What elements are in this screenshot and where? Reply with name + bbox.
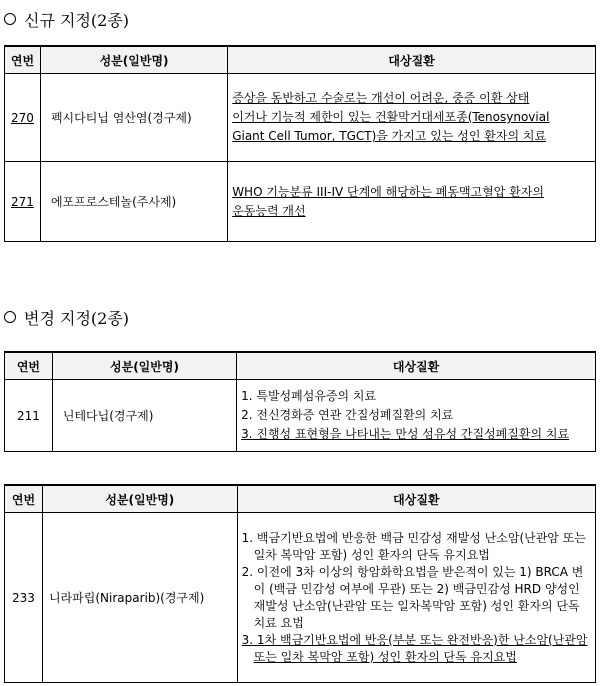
table-header-row [5, 46, 596, 74]
row-ingredient: 니라파립(Niraparib)(경구제) [42, 513, 237, 683]
table-row [5, 162, 596, 242]
header-indication: 대상질환 [237, 352, 596, 380]
row-ingredient: 에포프로스테놀(주사제) [40, 162, 227, 242]
indication-item: 1. 백금기반요법에 반응한 백금 민감성 재발성 난소암(난관암 또는 일차 복막암 포함) 성인 환자의 단독 유지요법 [241, 530, 586, 562]
row-indication [237, 380, 596, 452]
circle-bullet-icon [4, 13, 16, 25]
changed-designation-table-1 [4, 351, 596, 452]
indication-item: 2. 전신경화증 연관 간질성폐질환의 치료 [241, 408, 454, 422]
row-indication: WHO 기능분류 III-IV 단계에 해당하는 폐동맥고혈압 환자의 운동능력 개선 [228, 162, 596, 242]
indication-item: 3. 1차 백금기반요법에 반응(부분 또는 완전반응)한 난소암(난관암 또는 일차 복막암 포함) 성인 환자의 단독 유지요법 [241, 632, 588, 664]
row-ingredient: 닌테다닙(경구제) [52, 380, 236, 452]
row-no: 211 [5, 380, 53, 452]
row-no: 270 [5, 74, 41, 162]
row-no: 271 [5, 162, 41, 242]
row-indication [237, 513, 595, 683]
header-ingredient: 성분(일반명) [40, 46, 227, 74]
header-indication: 대상질환 [228, 46, 596, 74]
section-heading-new: 신규 지정(2종) [4, 8, 129, 31]
indication-item: 3. 진행성 표현형을 나타내는 만성 섬유성 간질성폐질환의 치료 [241, 427, 570, 441]
header-no: 연번 [5, 485, 43, 513]
table-row [5, 74, 596, 162]
header-indication: 대상질환 [237, 485, 595, 513]
row-no: 233 [5, 513, 43, 683]
table-header-row [5, 485, 596, 513]
header-ingredient: 성분(일반명) [42, 485, 237, 513]
section-heading-changed: 변경 지정(2종) [4, 306, 129, 329]
circle-bullet-icon [4, 311, 16, 323]
table-header-row [5, 352, 596, 380]
new-designation-table [4, 45, 596, 242]
header-no: 연번 [5, 352, 53, 380]
row-indication: 증상을 동반하고 수술로는 개선이 어려운, 중증 이환 상태 이거나 기능적 제한이 있는 건활막거대세포종(Tenosynovial Giant Cell Tumor, TGCT)을 가지고 있는 성인 환자의 치료 [228, 74, 596, 162]
table-row [5, 380, 596, 452]
header-no: 연번 [5, 46, 41, 74]
changed-designation-table-2 [4, 484, 596, 683]
header-ingredient: 성분(일반명) [52, 352, 236, 380]
indication-item: 1. 특발성폐섬유증의 치료 [241, 389, 377, 403]
indication-item: 2. 이전에 3차 이상의 항암화학요법을 받은적이 있는 1) BRCA 변이 (백금 민감성 여부에 무관) 또는 2) 백금민감성 HRD 양성인 재발성 난소암(난관암 또는 일차복막암 포함) 성인 환자의 단독 치료 요법 [241, 564, 584, 630]
row-ingredient: 펙시다티닙 염산염(경구제) [40, 74, 227, 162]
table-row [5, 513, 596, 683]
